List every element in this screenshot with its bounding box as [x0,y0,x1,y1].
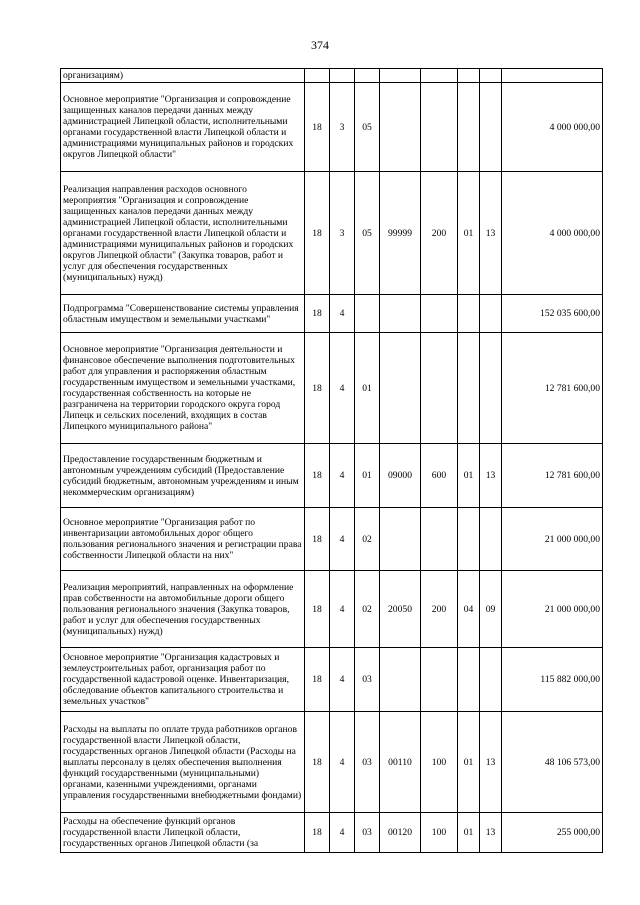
cell-name: Реализация направления расходов основного мероприятия "Организация и сопровождение защищенных каналов передачи данных между администрацией Липецкой области, исполнительными органами государственной власти Липецкой области и администрациями муниципальных районов и городских округов Липецкой области" (Закупка товаров, работ и услуг для обеспечения государственных (муниципальных) нужд) [61,172,305,295]
cell-code: 03 [355,813,380,853]
table-row [61,444,603,508]
cell-name: Основное мероприятие "Организация деятельности и финансовое обеспечение выполнения подготовительных работ для управления и распоряжения областным государственным имуществом и земельными участками, государственная собственность на которые не разграничена на территории городского округа город Липецк и сельских поселений, входящих в состав Липецкого муниципального района" [61,333,305,444]
cell-code: 18 [305,648,330,712]
cell-code [421,83,458,172]
cell-code: 01 [458,712,480,813]
cell-code [380,648,421,712]
cell-code [421,333,458,444]
table-row [61,333,603,444]
cell-code: 3 [330,172,355,295]
page-number: 374 [311,38,329,52]
cell-code: 18 [305,333,330,444]
table-row [61,172,603,295]
cell-code: 4 [330,648,355,712]
cell-sum: 4 000 000,00 [502,83,603,172]
table-row [61,571,603,648]
cell-sum: 255 000,00 [502,813,603,853]
cell-sum: 48 106 573,00 [502,712,603,813]
cell-code: 4 [330,571,355,648]
cell-code: 18 [305,813,330,853]
cell-code [380,333,421,444]
table-row [61,508,603,571]
cell-code: 4 [330,508,355,571]
cell-code [355,69,380,83]
cell-code [305,69,330,83]
cell-code: 4 [330,444,355,508]
cell-code [355,295,380,333]
cell-code: 01 [458,813,480,853]
cell-code: 3 [330,83,355,172]
cell-code [380,83,421,172]
cell-code: 13 [480,172,502,295]
cell-code: 03 [355,712,380,813]
cell-name: Предоставление государственным бюджетным и автономным учреждениям субсидий (Предоставление субсидий бюджетным, автономным учреждениям и иным некоммерческим организациям) [61,444,305,508]
cell-code: 18 [305,712,330,813]
table-row [61,813,603,853]
cell-code: 13 [480,813,502,853]
cell-code: 13 [480,712,502,813]
cell-code [480,508,502,571]
cell-code [421,295,458,333]
cell-code [421,69,458,83]
cell-code: 02 [355,571,380,648]
cell-code [380,295,421,333]
cell-code: 18 [305,571,330,648]
cell-sum: 4 000 000,00 [502,172,603,295]
cell-code: 01 [458,172,480,295]
cell-name: Подпрограмма "Совершенствование системы управления областным имуществом и земельными участками" [61,295,305,333]
table-row [61,295,603,333]
cell-code [458,508,480,571]
cell-code: 100 [421,813,458,853]
cell-code: 4 [330,712,355,813]
cell-code: 4 [330,813,355,853]
cell-sum: 12 781 600,00 [502,444,603,508]
cell-code: 01 [355,333,380,444]
cell-code: 01 [355,444,380,508]
cell-name: Основное мероприятие "Организация и сопровождение защищенных каналов передачи данных между администрацией Липецкой области, исполнительными органами государственной власти Липецкой области и администрациями муниципальных районов и городских округов Липецкой области" [61,83,305,172]
cell-code [380,69,421,83]
cell-sum: 115 882 000,00 [502,648,603,712]
cell-code: 18 [305,83,330,172]
cell-code: 18 [305,295,330,333]
cell-code: 4 [330,295,355,333]
cell-sum: 21 000 000,00 [502,571,603,648]
cell-code: 13 [480,444,502,508]
cell-code: 18 [305,172,330,295]
cell-code: 05 [355,83,380,172]
cell-code: 99999 [380,172,421,295]
cell-code: 100 [421,712,458,813]
cell-code [480,83,502,172]
cell-code [330,69,355,83]
cell-name: Расходы на обеспечение функций органов государственной власти Липецкой области, государственных органов Липецкой области (за [61,813,305,853]
cell-code: 04 [458,571,480,648]
budget-table [60,68,603,853]
cell-code [480,333,502,444]
cell-code: 600 [421,444,458,508]
cell-sum [502,69,603,83]
cell-code: 09000 [380,444,421,508]
cell-name: Расходы на выплаты по оплате труда работников органов государственной власти Липецкой области, государственных органов Липецкой области (Расходы на выплаты персоналу в целях обеспечения выполнения функций государственными (муниципальными) органами, казенными учреждениями, органами управления государственными внебюджетными фондами) [61,712,305,813]
cell-code: 02 [355,508,380,571]
cell-name: Основное мероприятие "Организация кадастровых и землеустроительных работ, организация работ по государственной кадастровой оценке. Инвентаризация, обследование объектов капитального строительства и земельных участков" [61,648,305,712]
cell-code: 05 [355,172,380,295]
cell-sum: 152 035 600,00 [502,295,603,333]
table-row [61,69,603,83]
cell-code [458,69,480,83]
cell-code: 09 [480,571,502,648]
cell-code [480,295,502,333]
cell-code: 00120 [380,813,421,853]
cell-code [480,69,502,83]
cell-code [421,508,458,571]
cell-code: 01 [458,444,480,508]
cell-code [480,648,502,712]
cell-code: 03 [355,648,380,712]
cell-code [421,648,458,712]
cell-code [380,508,421,571]
cell-code [458,333,480,444]
table-row [61,712,603,813]
cell-code: 20050 [380,571,421,648]
cell-code [458,648,480,712]
cell-code: 18 [305,508,330,571]
cell-name: Основное мероприятие "Организация работ по инвентаризации автомобильных дорог общего пользования регионального значения и регистрации права собственности Липецкой области на них" [61,508,305,571]
cell-name: организациям) [61,69,305,83]
cell-code: 4 [330,333,355,444]
cell-code: 18 [305,444,330,508]
table-row [61,648,603,712]
table-row [61,83,603,172]
cell-code: 200 [421,571,458,648]
cell-name: Реализация мероприятий, направленных на оформление прав собственности на автомобильные дороги общего пользования регионального значения (Закупка товаров, работ и услуг для обеспечения государственных (муниципальных) нужд) [61,571,305,648]
cell-code [458,295,480,333]
cell-code [458,83,480,172]
cell-code: 00110 [380,712,421,813]
cell-code: 200 [421,172,458,295]
cell-sum: 21 000 000,00 [502,508,603,571]
cell-sum: 12 781 600,00 [502,333,603,444]
